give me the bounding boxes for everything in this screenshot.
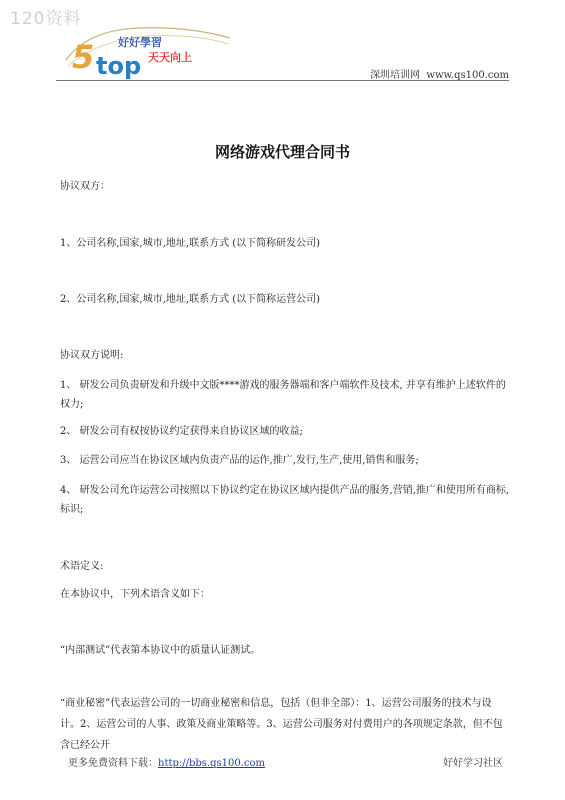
- footer-download: [68, 754, 265, 769]
- logo: [58, 20, 238, 82]
- header-site-url: www.qs100.com: [426, 70, 509, 81]
- logo-tagline-bottom: 天天向上: [148, 51, 192, 64]
- logo-brand: top: [96, 52, 142, 80]
- terms-intro: 在本协议中，下列术语含义如下：: [60, 589, 210, 600]
- party-1: 1、公司名称,国家,城市,地址,联系方式 (以下简称研发公司): [60, 238, 321, 249]
- document-title: 网络游戏代理合同书: [214, 143, 350, 161]
- term-internal-test: “内部测试”代表第本协议中的质量认证测试。: [60, 645, 261, 656]
- footer-community: 好好学习社区: [443, 758, 503, 769]
- footer-download-text: 更多免费资料下载：: [68, 758, 158, 769]
- logo-number: 5: [72, 38, 95, 76]
- explanation-label: 协议双方说明:: [60, 350, 124, 361]
- explanation-2: 2、 研发公司有权按协议约定获得来自协议区域的收益;: [60, 426, 303, 437]
- explanation-4: 4、 研发公司允许运营公司按照以下协议约定在协议区域内提供产品的服务,营销,推广和使用所有商标,标识;: [60, 485, 510, 515]
- header-site: [370, 66, 509, 81]
- watermark-text: 120资料: [10, 9, 82, 29]
- explanation-3: 3、 运营公司应当在协议区域内负责产品的运作,推广,发行,生产,使用,销售和服务;: [60, 455, 419, 466]
- parties-label: 协议双方：: [60, 181, 110, 192]
- explanation-1: 1、 研发公司负责研发和升级中文版****游戏的服务器端和客户端软件及技术, 并享有维护上述软件的权力;: [60, 380, 506, 410]
- footer-download-link[interactable]: http://bbs.qs100.com: [158, 758, 266, 769]
- term-trade-secret: “商业秘密”代表运营公司的一切商业秘密和信息，包括（但非全部）：1、运营公司服务的技术与设计。2、运营公司的人事、政策及商业策略等。3、运营公司服务对付费用户的各项规定条款，但不包含已经公开: [60, 698, 503, 751]
- header-site-label: 深圳培训网: [370, 70, 421, 81]
- terms-label: 术语定义:: [60, 561, 104, 572]
- logo-tagline-top: 好好學習: [118, 36, 162, 49]
- header-divider: [56, 80, 509, 81]
- party-2: 2、公司名称,国家,城市,地址,联系方式 (以下简称运营公司): [60, 294, 321, 305]
